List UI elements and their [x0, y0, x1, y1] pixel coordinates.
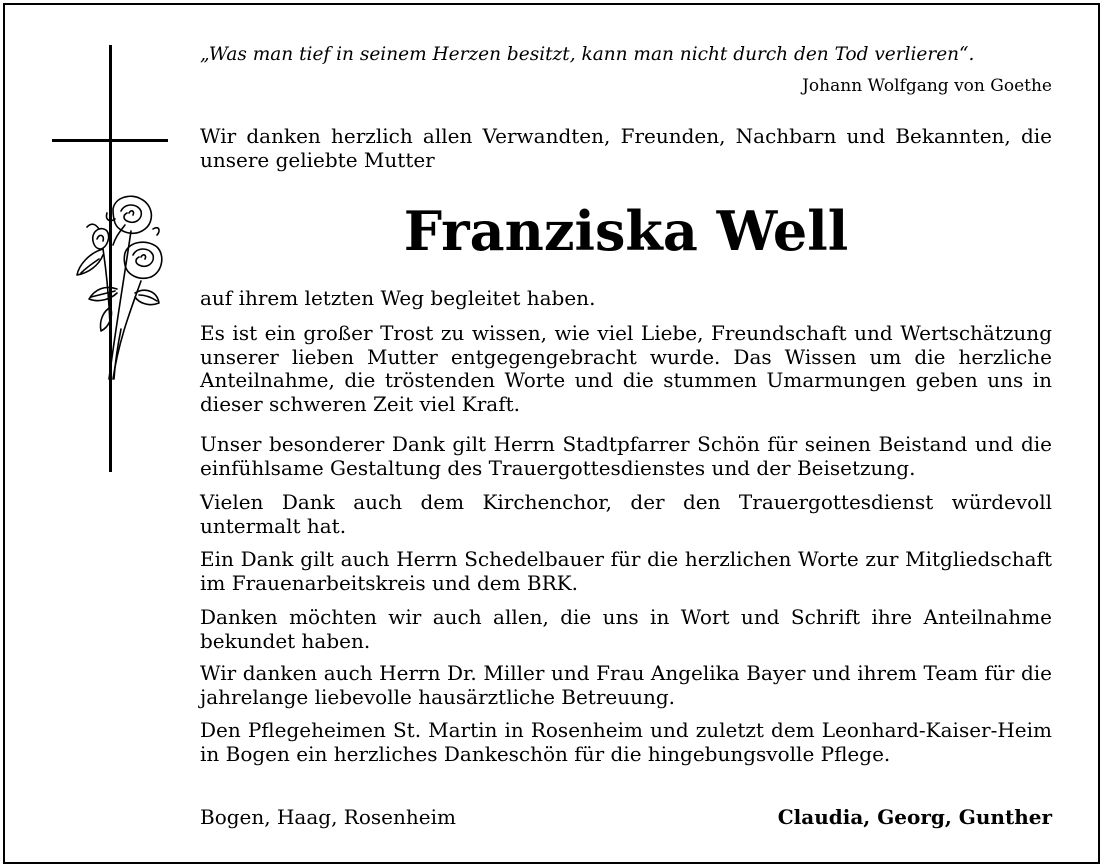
obituary-card	[3, 3, 1100, 864]
thanks-paragraph: Vielen Dank auch dem Kirchenchor, der den Trauergottesdienst würdevoll untermalt hat.	[200, 490, 1052, 538]
thanks-paragraph: Den Pflegeheimen St. Martin in Rosenheim und zuletzt dem Leonhard-Kaiser-Heim in Bogen ein herzliches Dankeschön für die hingebungsvolle Pflege.	[200, 718, 1052, 766]
thanks-paragraph: Ein Dank gilt auch Herrn Schedelbauer für die herzlichen Worte zur Mitgliedschaft im Frauenarbeitskreis und dem BRK.	[200, 547, 1052, 595]
intro-text: Wir danken herzlich allen Verwandten, Freunden, Nachbarn und Bekannten, die unsere geliebte Mutter	[200, 124, 1052, 172]
footer-places: Bogen, Haag, Rosenheim	[200, 805, 456, 829]
cross-icon-crossbar	[52, 139, 168, 142]
footer-signatories: Claudia, Georg, Gunther	[777, 805, 1052, 829]
goethe-quote: „Was man tief in seinem Herzen besitzt, kann man nicht durch den Tod verlieren“.	[200, 44, 975, 65]
after-name-text: auf ihrem letzten Weg begleitet haben.	[200, 286, 596, 310]
thanks-paragraph: Danken möchten wir auch allen, die uns in Wort und Schrift ihre Anteilnahme bekundet haben.	[200, 605, 1052, 653]
thanks-paragraph: Unser besonderer Dank gilt Herrn Stadtpfarrer Schön für seinen Beistand und die einfühlsame Gestaltung des Trauergottesdienstes und der Beisetzung.	[200, 432, 1052, 480]
footer	[200, 805, 1052, 829]
thanks-paragraph: Es ist ein großer Trost zu wissen, wie viel Liebe, Freundschaft und Wertschätzung unserer lieben Mutter entgegengebracht wurde. Das Wissen um die herzliche Anteilnahme, die tröstenden Worte und die stummen Umarmungen geben uns in dieser schweren Zeit viel Kraft.	[200, 321, 1052, 416]
deceased-name: Franziska Well	[403, 199, 849, 263]
roses-icon	[69, 189, 169, 381]
thanks-paragraph: Wir danken auch Herrn Dr. Miller und Frau Angelika Bayer und ihrem Team für die jahrelange liebevolle hausärztliche Betreuung.	[200, 661, 1052, 709]
quote-author: Johann Wolfgang von Goethe	[802, 76, 1052, 96]
